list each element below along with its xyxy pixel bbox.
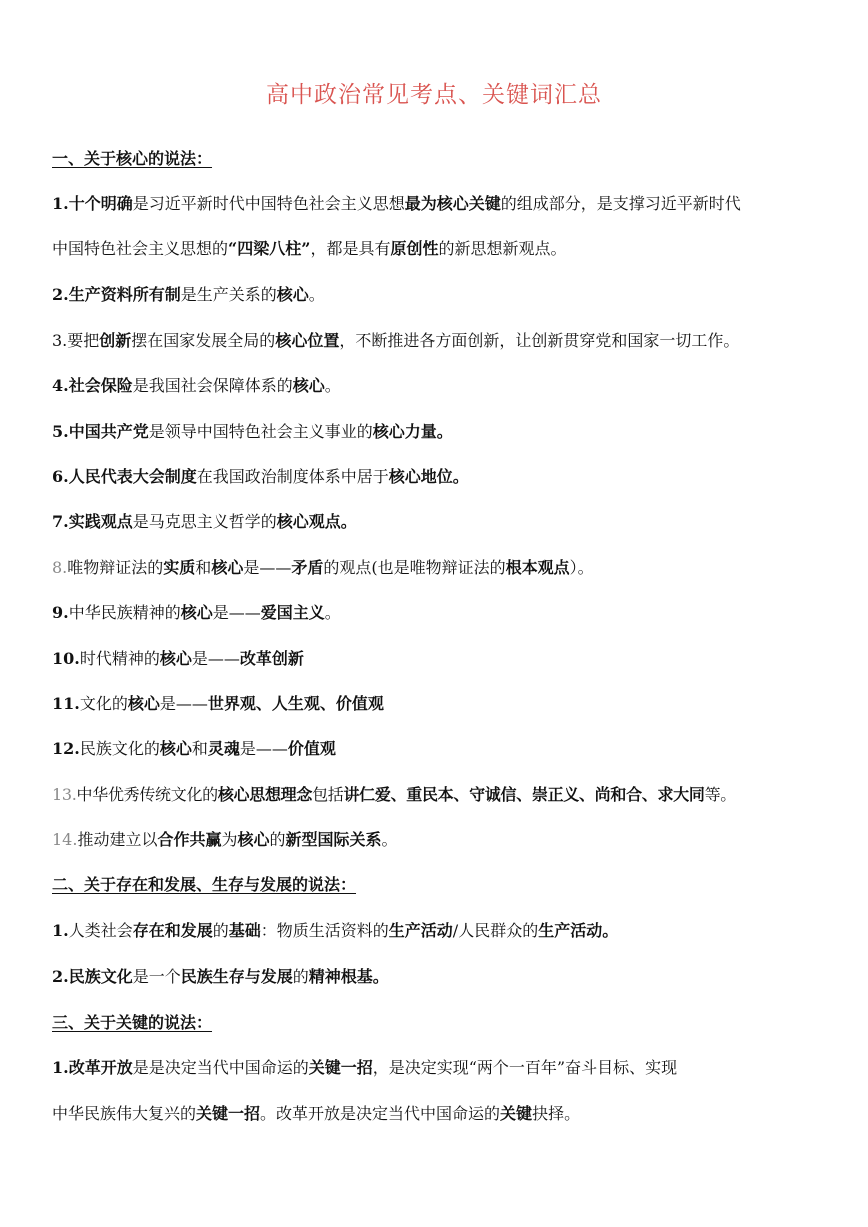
item-core-1-line-2: 中国特色社会主义思想的“四梁八柱”，都是具有原创性的新思想新观点。 (52, 239, 567, 258)
item-existence-2: 2.民族文化是一个民族生存与发展的精神根基。 (52, 967, 389, 986)
item-core-1-line-1: 1.十个明确是习近平新时代中国特色社会主义思想最为核心关键的组成部分，是支撑习近平新时代 (52, 194, 741, 213)
item-key-1-line-2: 中华民族伟大复兴的关键一招。改革开放是决定当代中国命运的关键抉择。 (52, 1104, 581, 1123)
item-core-3: 3.要把创新摆在国家发展全局的核心位置，不断推进各方面创新，让创新贯穿党和国家一切工作。 (52, 331, 740, 350)
item-core-9: 9.中华民族精神的核心是——爱国主义。 (52, 603, 341, 622)
page-title: 高中政治常见考点、关键词汇总 (266, 82, 602, 108)
section-heading-core (52, 148, 822, 170)
item-key-1-line-1: 1.改革开放是是决定当代中国命运的关键一招，是决定实现“两个一百年”奋斗目标、实现 (52, 1058, 678, 1077)
item-existence-1: 1.人类社会存在和发展的基础：物质生活资料的生产活动/人民群众的生产活动。 (52, 921, 619, 940)
item-core-12: 12.民族文化的核心和灵魂是——价值观 (52, 739, 336, 758)
item-core-13: 13.中华优秀传统文化的核心思想理念包括讲仁爱、重民本、守诚信、崇正义、尚和合、求大同等。 (52, 785, 736, 804)
item-core-10: 10.时代精神的核心是——改革创新 (52, 649, 304, 668)
section-heading-text: 二、关于存在和发展、生存与发展的说法： (52, 875, 357, 894)
section-heading-text: 三、关于关键的说法： (52, 1013, 213, 1032)
item-core-11: 11.文化的核心是——世界观、人生观、价值观 (52, 694, 384, 713)
section-heading-text: 一、关于核心的说法： (52, 149, 213, 168)
item-core-7: 7.实践观点是马克思主义哲学的核心观点。 (52, 512, 357, 531)
item-core-5: 5.中国共产党是领导中国特色社会主义事业的核心力量。 (52, 422, 453, 441)
section-heading-existence (52, 874, 822, 896)
section-heading-key (52, 1012, 822, 1034)
item-core-14: 14.推动建立以合作共赢为核心的新型国际关系。 (52, 830, 398, 849)
item-core-4: 4.社会保险是我国社会保障体系的核心。 (52, 376, 341, 395)
item-core-2: 2.生产资料所有制是生产关系的核心。 (52, 285, 325, 304)
item-core-6: 6.人民代表大会制度在我国政治制度体系中居于核心地位。 (52, 467, 469, 486)
item-core-8: 8.唯物辩证法的实质和核心是——矛盾的观点(也是唯物辩证法的根本观点）。 (52, 558, 594, 577)
